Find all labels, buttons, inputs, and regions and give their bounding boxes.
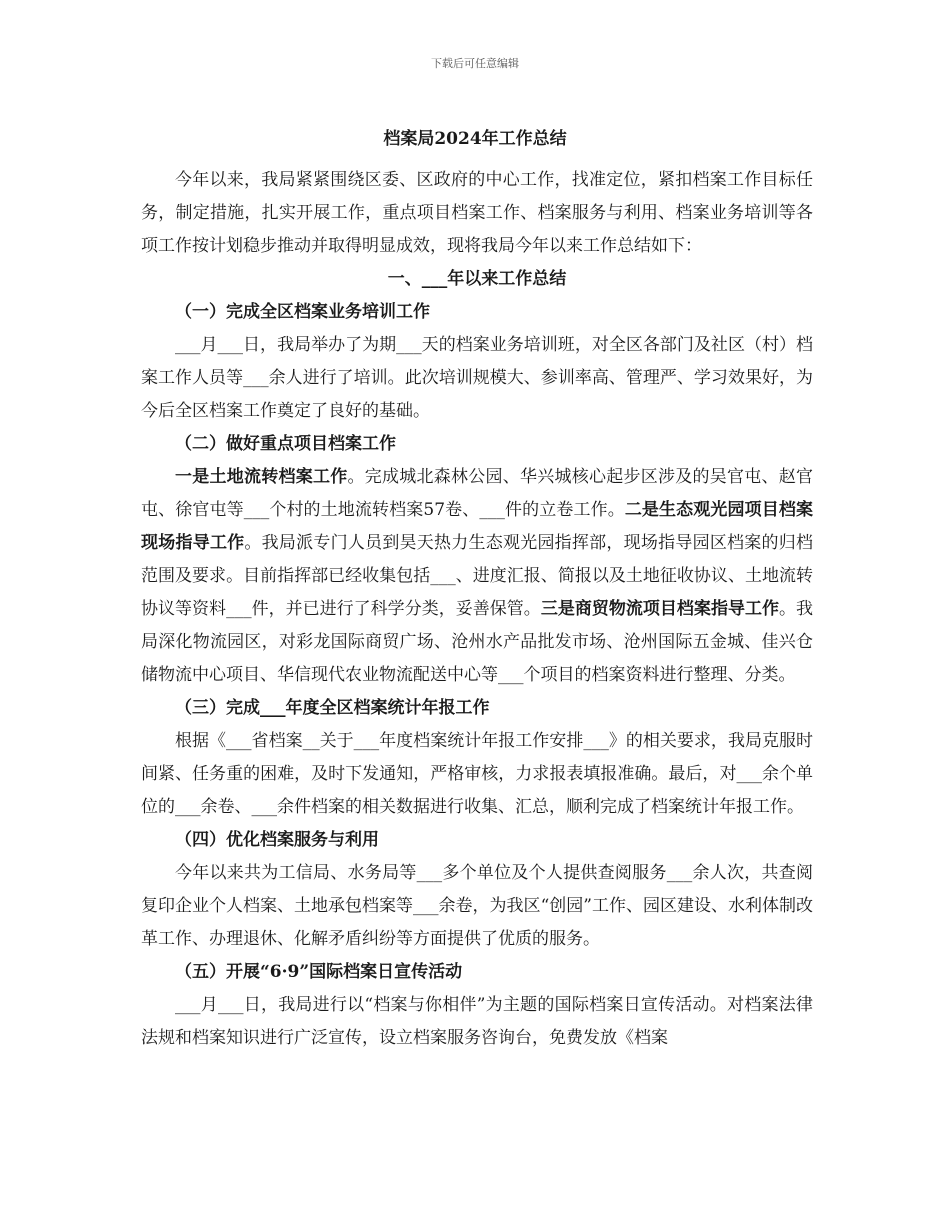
- page-header: 下载后可任意编辑: [431, 57, 519, 70]
- intro-paragraph: 今年以来，我局紧紧围绕区委、区政府的中心工作，找准定位，紧扣档案工作目标任务，制定措施，扎实开展工作，重点项目档案工作、档案服务与利用、档案业务培训等各项工作按计划稳步推动并取得明显成效，现将我局今年以来工作总结如下：: [141, 170, 813, 256]
- section-heading: 一、___年以来工作总结: [387, 269, 567, 289]
- lead-text-3: 三是商贸物流项目档案指导工作: [540, 599, 779, 619]
- subsection-heading-2: （二）做好重点项目档案工作: [175, 434, 396, 454]
- subsection-body-2: [141, 461, 813, 692]
- document-body: [141, 164, 813, 1055]
- subsection-heading-4: （四）优化档案服务与利用: [175, 830, 379, 850]
- subsection-heading-1: （一）完成全区档案业务培训工作: [175, 302, 430, 322]
- body-text-3: 。我局深化物流园区，对彩龙国际商贸广场、沧州水产品批发市场、沧州国际五金城、佳兴仓储物流中心项目、华信现代农业物流配送中心等___个项目的档案资料进行整理、分类。: [141, 599, 814, 685]
- subsection-body-4: 今年以来共为工信局、水务局等___多个单位及个人提供查阅服务___余人次，共查阅复印企业个人档案、土地承包档案等___余卷，为我区“创园”工作、园区建设、水利体制改革工作、办理退休、化解矛盾纠纷等方面提供了优质的服务。: [141, 863, 813, 949]
- lead-text-2: 二是生态观光园项目档案现场指导工作: [141, 500, 813, 553]
- subsection-body-5: ___月___日，我局进行以“档案与你相伴”为主题的国际档案日宣传活动。对档案法律法规和档案知识进行广泛宣传，设立档案服务咨询台，免费发放《档案: [141, 995, 813, 1048]
- document-title: 档案局2024年工作总结: [383, 129, 567, 149]
- subsection-body-1: ___月___日，我局举办了为期___天的档案业务培训班，对全区各部门及社区（村）档案工作人员等___余人进行了培训。此次培训规模大、参训率高、管理严、学习效果好，为今后全区档案工作奠定了良好的基础。: [141, 335, 813, 421]
- subsection-heading-3: （三）完成___年度全区档案统计年报工作: [175, 698, 490, 718]
- body-text-2: 。我局派专门人员到昊天热力生态观光园指挥部，现场指导园区档案的归档范围及要求。目前指挥部已经收集包括___、进度汇报、简报以及土地征收协议、土地流转协议等资料___件，并已进行了科学分类，妥善保管。: [141, 533, 813, 619]
- subsection-heading-5: （五）开展“6·9”国际档案日宣传活动: [175, 962, 463, 982]
- subsection-body-3: 根据《___省档案__关于___年度档案统计年报工作安排___》的相关要求，我局克服时间紧、任务重的困难，及时下发通知，严格审核，力求报表填报准确。最后，对___余个单位的___余卷、___余件档案的相关数据进行收集、汇总，顺利完成了档案统计年报工作。: [141, 731, 813, 817]
- body-text-1: 。完成城北森林公园、华兴城核心起步区涉及的吴官屯、赵官屯、徐官屯等___个村的土地流转档案57卷、___件的立卷工作。: [141, 467, 813, 520]
- lead-text-1: 一是土地流转档案工作: [175, 467, 348, 487]
